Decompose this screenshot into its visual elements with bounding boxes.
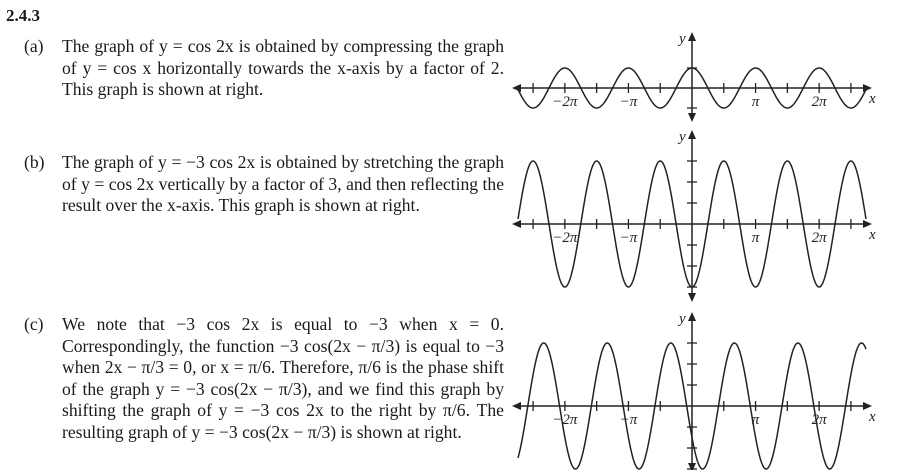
- graph-c: [508, 310, 878, 470]
- y-axis-arrow-down: [688, 113, 696, 122]
- y-axis-arrow-up: [688, 312, 696, 321]
- x-axis-label: x: [869, 227, 876, 243]
- y-axis-arrow-up: [688, 130, 696, 139]
- part-b-label: (b): [24, 152, 45, 172]
- x-tick-label: 2π: [811, 94, 827, 110]
- part-a-label: (a): [24, 36, 44, 56]
- part-c: [24, 314, 504, 443]
- x-tick-label: −2π: [552, 230, 578, 246]
- graph-b: [508, 128, 878, 300]
- y-axis-arrow-down: [688, 293, 696, 302]
- x-tick-label: π: [751, 94, 760, 110]
- x-tick-label: π: [751, 230, 760, 246]
- x-tick-label: −π: [619, 412, 638, 428]
- y-axis-label: y: [679, 311, 686, 327]
- y-axis-label: y: [679, 31, 686, 47]
- x-tick-label: −2π: [552, 412, 578, 428]
- part-b-text: The graph of y = −3 cos 2x is obtained by stretching the graph of y = cos 2x vertically by a factor of 3, and then reflecting the result over the x-axis. This graph is shown at right.: [62, 152, 504, 215]
- x-tick-label: 2π: [811, 412, 827, 428]
- part-a: [24, 36, 504, 101]
- part-a-text: The graph of y = cos 2x is obtained by compressing the graph of y = cos x horizontally towards the x-axis by a factor of 2. This graph is shown at right.: [62, 36, 504, 99]
- x-axis-arrow-left: [512, 402, 521, 410]
- x-tick-label: −π: [619, 94, 638, 110]
- x-axis-label: x: [869, 91, 876, 107]
- section-number: 2.4.3: [6, 6, 40, 25]
- y-axis-arrow-up: [688, 32, 696, 41]
- x-tick-label: π: [751, 412, 760, 428]
- x-tick-label: −π: [619, 230, 638, 246]
- x-tick-label: −2π: [552, 94, 578, 110]
- x-tick-label: 2π: [811, 230, 827, 246]
- y-axis-label: y: [679, 129, 686, 145]
- x-axis-arrow-left: [512, 84, 521, 92]
- part-b: [24, 152, 504, 217]
- part-c-label: (c): [24, 314, 44, 334]
- x-axis-label: x: [869, 409, 876, 425]
- part-c-text: We note that −3 cos 2x is equal to −3 when x = 0. Correspondingly, the function −3 cos(2x − π/3) is equal to −3 when 2x − π/3 = 0, or x = π/6. Therefore, π/6 is the phase shift of the graph y = −3 cos(2x − π/3), and we find this graph by shifting the graph of y = −3 cos 2x to the right by π/6. The resulting graph of y = −3 cos(2x − π/3) is shown at right.: [62, 314, 504, 442]
- x-axis-arrow-left: [512, 220, 521, 228]
- graph-a: [508, 30, 878, 120]
